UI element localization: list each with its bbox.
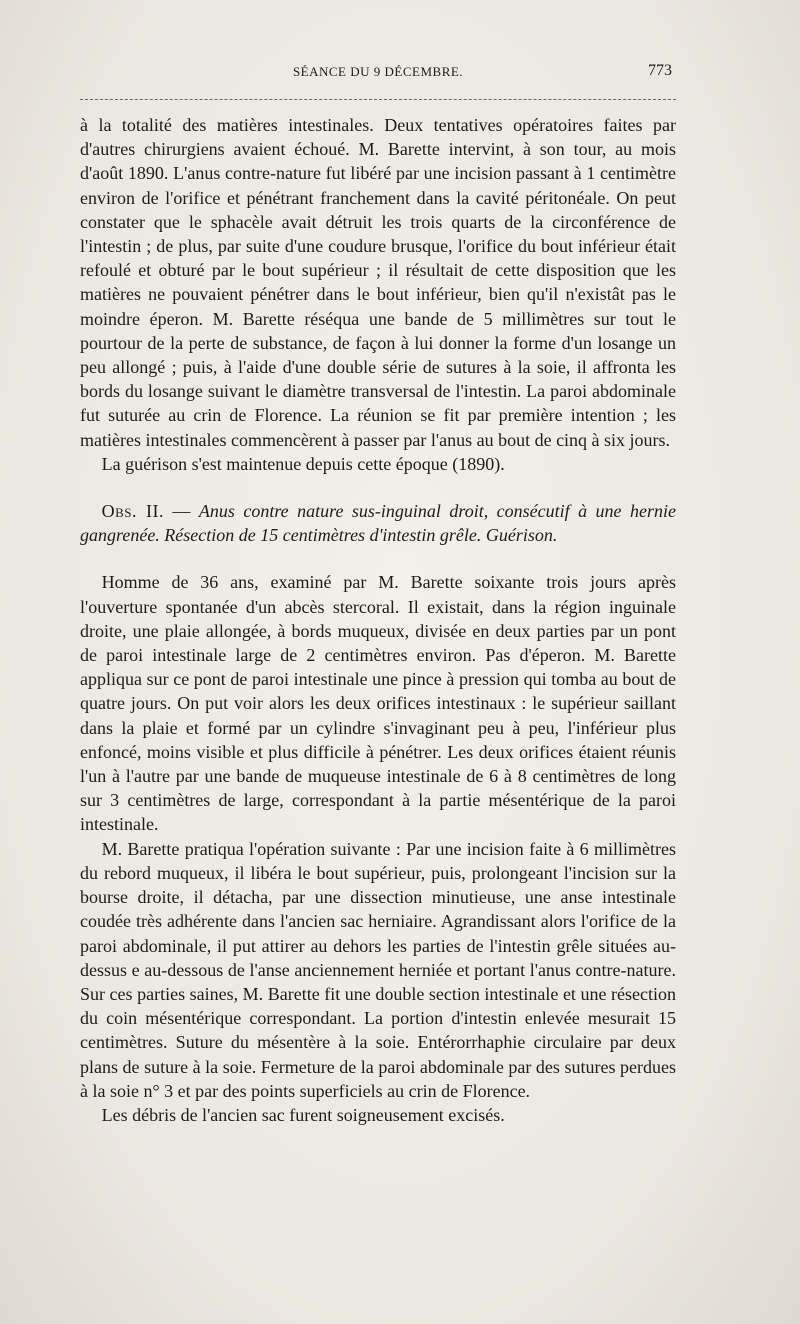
page-number: 773 [648, 62, 672, 79]
paragraph-4: M. Barette pratiqua l'opération suivante : Par une incision faite à 6 millimètres du rebord muqueux, il libéra le bout supérieur, puis, prolongeant l'incision sur la bourse droite, il détacha, par une dissection minutieuse, une anse intestinale coudée très adhérente dans l'ancien sac herniaire. Agrandissant alors l'orifice de la paroi abdominale, il put attirer au dehors les parties de l'intestin grêle situées au-dessus e au-dessous de l'anse anciennement herniée et portant l'anus contre-nature. Sur ces parties saines, M. Barette fit une double section intestinale et une résection du coin mésentérique correspondant. La portion d'intestin enlevée mesurait 15 centimètres. Suture du mésentère à la soie. Entérorrhaphie circulaire par deux plans de suture à la soie. Fermeture de la paroi abdominale par des sutures perdues à la soie n° 3 et par des points superficiels au crin de Florence. [80, 838, 676, 1101]
page-header [80, 64, 676, 88]
observation-dash: — [163, 501, 199, 522]
paragraph-2: La guérison s'est maintenue depuis cette époque (1890). [101, 453, 505, 474]
observation-title: Anus contre nature sus-inguinal droit, consécutif à une hernie gangrenée. Résection de 15 centimètres d'intestin grêle. Guérison. [80, 501, 676, 546]
running-title: SÉANCE DU 9 DÉCEMBRE. [292, 64, 464, 79]
body-text [80, 113, 676, 1127]
observation-heading [80, 499, 676, 547]
paragraph-3: Homme de 36 ans, examiné par M. Barette soixante trois jours après l'ouverture spontanée d'un abcès stercoral. Il existait, dans la région inguinale droite, une plaie allongée, à bords muqueux, divisée en deux parties par un pont de paroi intestinale large de 2 centimètres environ. Pas d'éperon. M. Barette appliqua sur ce pont de paroi intestinale une pince à pression qui tomba au bout de quatre jours. On put voir alors les deux orifices intestinaux : le supérieur saillant dans la plaie et formé par un cylindre s'invaginant peu à peu, l'inférieur plus enfoncé, moins visible et plus difficile à pénétrer. Les deux orifices étaient réunis l'un à l'autre par une bande de muqueuse intestinale de 6 à 8 centimètres de long sur 3 centimètres de large, correspondant à la partie mésentérique de la paroi intestinale. [80, 572, 676, 835]
header-rule [80, 99, 676, 100]
observation-label: Obs. II. [101, 501, 164, 522]
paragraph-1: à la totalité des matières intestinales. Deux tentatives opératoires faites par d'autres chirurgiens avaient échoué. M. Barette intervint, à son tour, au mois d'août 1890. L'anus contre-nature fut libéré par une incision passant à 1 centimètre environ de l'orifice et pénétrant franchement dans la cavité péritonéale. On peut constater que le sphacèle avait détruit les trois quarts de la circonférence de l'intestin ; de plus, par suite d'une coudure brusque, l'orifice du bout inférieur était refoulé et obturé par le bout supérieur ; il résultait de cette disposition que les matières ne pouvaient pénétrer dans le bout inférieur, bien qu'il n'existât pas le moindre éperon. M. Barette réséqua une bande de 5 millimètres sur tout le pourtour de la perte de substance, de façon à lui donner la forme d'un losange un peu allongé ; puis, à l'aide d'une double série de sutures à la soie, il affronta les bords du losange suivant le diamètre transversal de l'intestin. La paroi abdominale fut suturée au crin de Florence. La réunion se fit par première intention ; les matières intestinales commencèrent à passer par l'anus au bout de cinq à six jours. [80, 115, 676, 450]
paragraph-5: Les débris de l'ancien sac furent soigneusement excisés. [101, 1104, 505, 1125]
